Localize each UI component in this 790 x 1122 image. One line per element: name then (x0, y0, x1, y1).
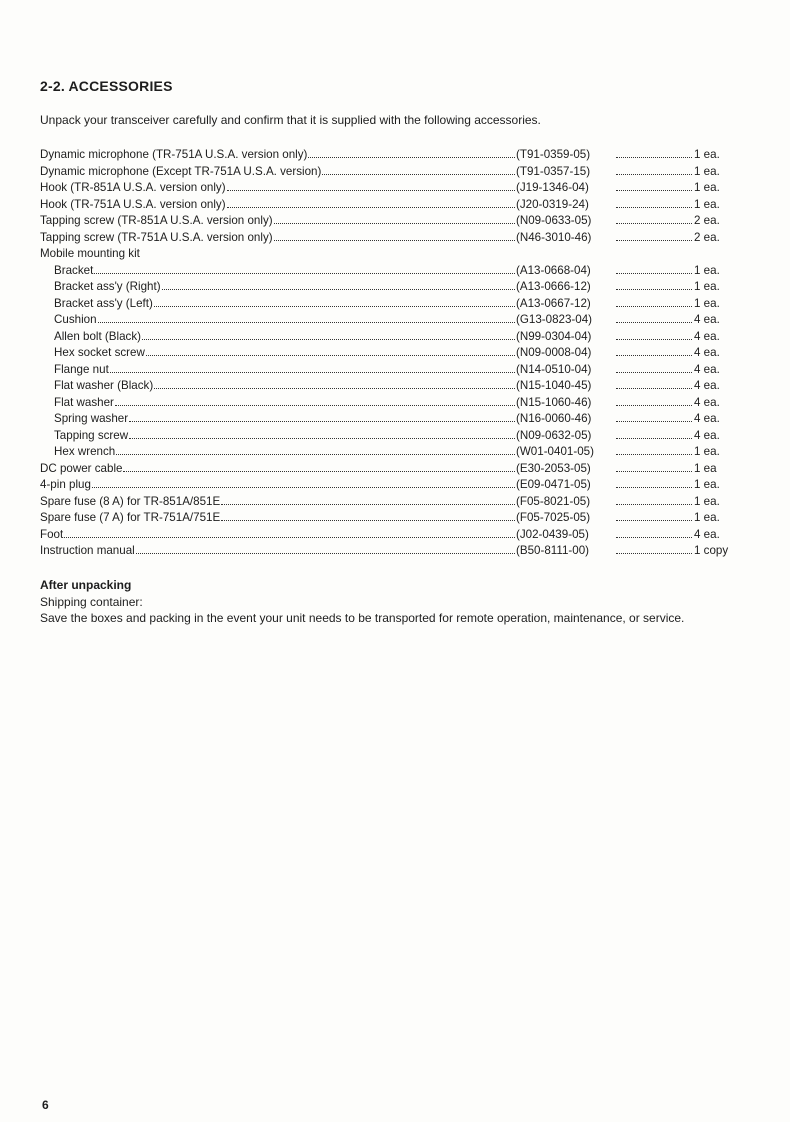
accessory-row (40, 494, 740, 511)
dot-leader (308, 147, 515, 158)
accessory-name: Flat washer (Black) (54, 379, 154, 392)
accessory-part-number: (J02-0439-05) (516, 527, 589, 541)
accessory-row (40, 362, 740, 379)
dot-leader (616, 213, 692, 224)
accessory-name: Allen bolt (Black) (54, 329, 141, 343)
dot-leader (616, 197, 692, 208)
accessory-quantity: 4 ea. (694, 527, 720, 541)
dot-leader (123, 461, 515, 472)
accessory-row (40, 147, 740, 164)
shipping-container-text: Save the boxes and packing in the event your unit needs to be transported for remote operation, maintenance, or service. (40, 611, 685, 625)
accessory-name: Spring washer (54, 412, 129, 425)
accessory-quantity: 1 ea. (694, 181, 720, 194)
accessory-row (40, 543, 740, 560)
dot-leader (92, 477, 515, 488)
accessory-part-number: (J19-1346-04) (516, 181, 589, 194)
dot-leader (142, 329, 515, 340)
accessory-name: Flat washer (54, 395, 114, 409)
accessory-part-number: (N09-0008-04) (516, 346, 592, 359)
dot-leader (322, 164, 515, 175)
accessory-name: Hex socket screw (54, 346, 145, 359)
accessory-row (40, 345, 740, 362)
after-unpacking-heading: After unpacking (40, 578, 132, 592)
accessory-name: 4-pin plug (40, 478, 91, 491)
section-intro: Unpack your transceiver carefully and confirm that it is supplied with the following accessories. (40, 113, 541, 127)
dot-leader (221, 510, 515, 521)
dot-leader (116, 444, 515, 455)
accessory-quantity: 1 ea. (694, 478, 720, 491)
accessory-name: Mobile mounting kit (40, 247, 140, 260)
accessory-quantity: 4 ea. (694, 395, 720, 409)
accessory-quantity: 1 ea. (694, 197, 720, 211)
dot-leader (616, 345, 692, 356)
dot-leader (129, 411, 515, 422)
accessory-name: Cushion (54, 313, 97, 326)
dot-leader (616, 543, 692, 554)
accessory-row (40, 527, 740, 544)
section-title: 2-2. ACCESSORIES (40, 78, 173, 94)
accessory-row (40, 296, 740, 313)
dot-leader (146, 345, 515, 356)
dot-leader (616, 296, 692, 307)
accessory-name: Tapping screw (TR-851A U.S.A. version only) (40, 214, 273, 227)
dot-leader (162, 279, 515, 290)
accessory-name: Bracket ass'y (Right) (54, 280, 161, 293)
accessory-part-number: (B50-8111-00) (516, 544, 590, 557)
dot-leader (616, 411, 692, 422)
dot-leader (616, 230, 692, 241)
accessory-row (40, 510, 740, 527)
accessory-part-number: (N99-0304-04) (516, 329, 592, 343)
accessory-name: Bracket (54, 263, 94, 277)
dot-leader (616, 279, 692, 290)
dot-leader (616, 477, 692, 488)
dot-leader (94, 263, 515, 274)
accessory-quantity: 4 ea. (694, 379, 720, 392)
accessory-part-number: (W01-0401-05) (516, 445, 594, 458)
accessory-row (40, 164, 740, 181)
accessory-row (40, 312, 740, 329)
accessory-part-number: (J20-0319-24) (516, 197, 589, 211)
accessory-quantity: 1 ea. (694, 445, 720, 458)
dot-leader (136, 543, 515, 554)
accessory-quantity: 1 ea (694, 461, 717, 475)
accessory-row (40, 444, 740, 461)
dot-leader (115, 395, 515, 406)
accessory-part-number: (T91-0357-15) (516, 164, 591, 178)
dot-leader (616, 378, 692, 389)
accessory-quantity: 1 ea. (694, 164, 720, 178)
dot-leader (616, 312, 692, 323)
accessory-name: Tapping screw (TR-751A U.S.A. version only) (40, 230, 273, 244)
accessory-quantity: 1 ea. (694, 511, 720, 524)
accessory-group-header (40, 246, 740, 263)
dot-leader (616, 428, 692, 439)
accessory-name: Dynamic microphone (TR-751A U.S.A. version only) (40, 148, 308, 161)
accessory-part-number: (A13-0667-12) (516, 296, 591, 310)
dot-leader (616, 444, 692, 455)
accessory-part-number: (N14-0510-04) (516, 362, 592, 376)
dot-leader (616, 461, 692, 472)
dot-leader (227, 197, 515, 208)
accessory-quantity: 1 ea. (694, 148, 720, 161)
accessory-row (40, 378, 740, 395)
accessory-name: Hex wrench (54, 445, 116, 458)
accessory-quantity: 4 ea. (694, 313, 720, 326)
dot-leader (110, 362, 515, 373)
dot-leader (616, 263, 692, 274)
accessory-name: Foot (40, 527, 64, 541)
dot-leader (154, 378, 515, 389)
accessory-part-number: (N46-3010-46) (516, 230, 592, 244)
accessory-part-number: (G13-0823-04) (516, 313, 593, 326)
dot-leader (129, 428, 515, 439)
dot-leader (616, 510, 692, 521)
accessory-row (40, 329, 740, 346)
accessory-list (40, 147, 740, 560)
accessory-part-number: (A13-0666-12) (516, 280, 591, 293)
accessory-quantity: 1 ea. (694, 280, 720, 293)
dot-leader (98, 312, 515, 323)
shipping-container-subheading: Shipping container: (40, 594, 143, 609)
accessory-row (40, 477, 740, 494)
accessory-part-number: (N15-1040-45) (516, 379, 592, 392)
dot-leader (154, 296, 515, 307)
accessory-part-number: (N09-0633-05) (516, 214, 592, 227)
dot-leader (616, 329, 692, 340)
accessory-quantity: 1 copy (694, 544, 729, 557)
dot-leader (274, 213, 515, 224)
accessory-row (40, 213, 740, 230)
accessory-row (40, 263, 740, 280)
accessory-quantity: 4 ea. (694, 362, 720, 376)
accessory-quantity: 2 ea. (694, 214, 720, 227)
accessory-name: DC power cable (40, 461, 123, 475)
accessory-row (40, 461, 740, 478)
accessory-name: Dynamic microphone (Except TR-751A U.S.A. version) (40, 164, 322, 178)
accessory-quantity: 1 ea. (694, 263, 720, 277)
accessory-quantity: 4 ea. (694, 428, 720, 442)
accessory-row (40, 279, 740, 296)
accessory-row (40, 411, 740, 428)
accessory-name: Spare fuse (7 A) for TR-751A/751E (40, 511, 221, 524)
accessory-quantity: 2 ea. (694, 230, 720, 244)
accessory-quantity: 4 ea. (694, 412, 720, 425)
accessory-part-number: (N15-1060-46) (516, 395, 592, 409)
accessory-name: Flange nut (54, 362, 109, 376)
page-number: 6 (42, 1098, 49, 1112)
dot-leader (64, 527, 515, 538)
accessory-row (40, 428, 740, 445)
dot-leader (616, 147, 692, 158)
accessory-name: Bracket ass'y (Left) (54, 296, 153, 310)
accessory-name: Instruction manual (40, 544, 135, 557)
accessory-quantity: 1 ea. (694, 494, 720, 508)
accessory-part-number: (N16-0060-46) (516, 412, 592, 425)
accessory-quantity: 1 ea. (694, 296, 720, 310)
dot-leader (274, 230, 515, 241)
accessory-quantity: 4 ea. (694, 329, 720, 343)
accessory-part-number: (F05-7025-05) (516, 511, 591, 524)
dot-leader (616, 494, 692, 505)
dot-leader (227, 180, 515, 191)
accessory-name: Hook (TR-751A U.S.A. version only) (40, 197, 226, 211)
accessory-name: Tapping screw (54, 428, 129, 442)
accessory-name: Spare fuse (8 A) for TR-851A/851E (40, 494, 221, 508)
accessory-part-number: (E30-2053-05) (516, 461, 591, 475)
dot-leader (616, 527, 692, 538)
dot-leader (221, 494, 515, 505)
dot-leader (616, 164, 692, 175)
dot-leader (616, 362, 692, 373)
accessory-part-number: (N09-0632-05) (516, 428, 592, 442)
accessory-row (40, 197, 740, 214)
accessory-row (40, 180, 740, 197)
accessory-row (40, 395, 740, 412)
accessory-part-number: (T91-0359-05) (516, 148, 591, 161)
accessory-part-number: (F05-8021-05) (516, 494, 591, 508)
dot-leader (616, 180, 692, 191)
accessory-quantity: 4 ea. (694, 346, 720, 359)
accessory-name: Hook (TR-851A U.S.A. version only) (40, 181, 226, 194)
accessory-part-number: (A13-0668-04) (516, 263, 591, 277)
accessory-row (40, 230, 740, 247)
dot-leader (616, 395, 692, 406)
after-unpacking-section (40, 577, 760, 627)
accessory-part-number: (E09-0471-05) (516, 478, 591, 491)
